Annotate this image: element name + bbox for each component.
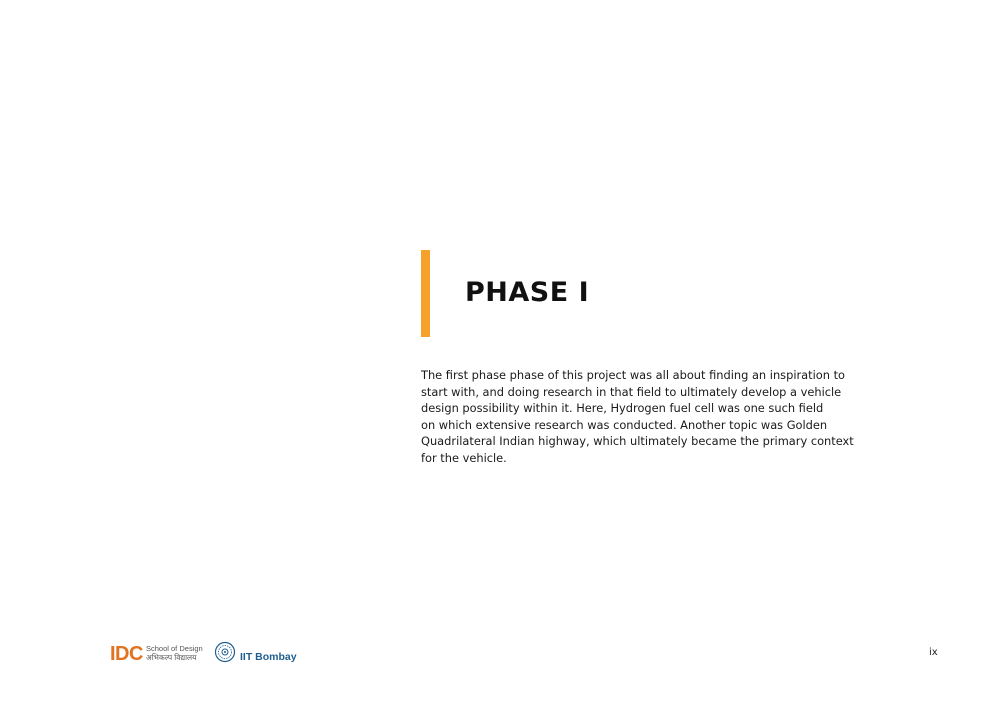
idc-line-english: School of Design	[146, 644, 203, 653]
body-paragraph	[421, 367, 854, 467]
accent-bar	[421, 250, 430, 337]
body-line: for the vehicle.	[421, 450, 507, 465]
page-title: PHASE I	[465, 277, 590, 308]
body-line: on which extensive research was conducted. Another topic was Golden	[421, 417, 828, 432]
iit-emblem-icon	[214, 641, 236, 663]
iit-bombay-logo-text: IIT Bombay	[240, 651, 297, 663]
body-line: start with, and doing research in that field to ultimately develop a vehicle	[421, 384, 842, 399]
body-line: Quadrilateral Indian highway, which ultimately became the primary context	[421, 434, 854, 449]
page-number: ix	[929, 647, 938, 658]
footer-logos	[110, 640, 310, 670]
idc-subtitle	[146, 644, 203, 662]
body-line: design possibility within it. Here, Hydrogen fuel cell was one such field	[421, 401, 824, 416]
idc-logo: IDC	[110, 643, 143, 665]
body-line: The first phase phase of this project was all about finding an inspiration to	[421, 368, 846, 382]
idc-line-hindi: अभिकल्प विद्यालय	[146, 653, 197, 662]
